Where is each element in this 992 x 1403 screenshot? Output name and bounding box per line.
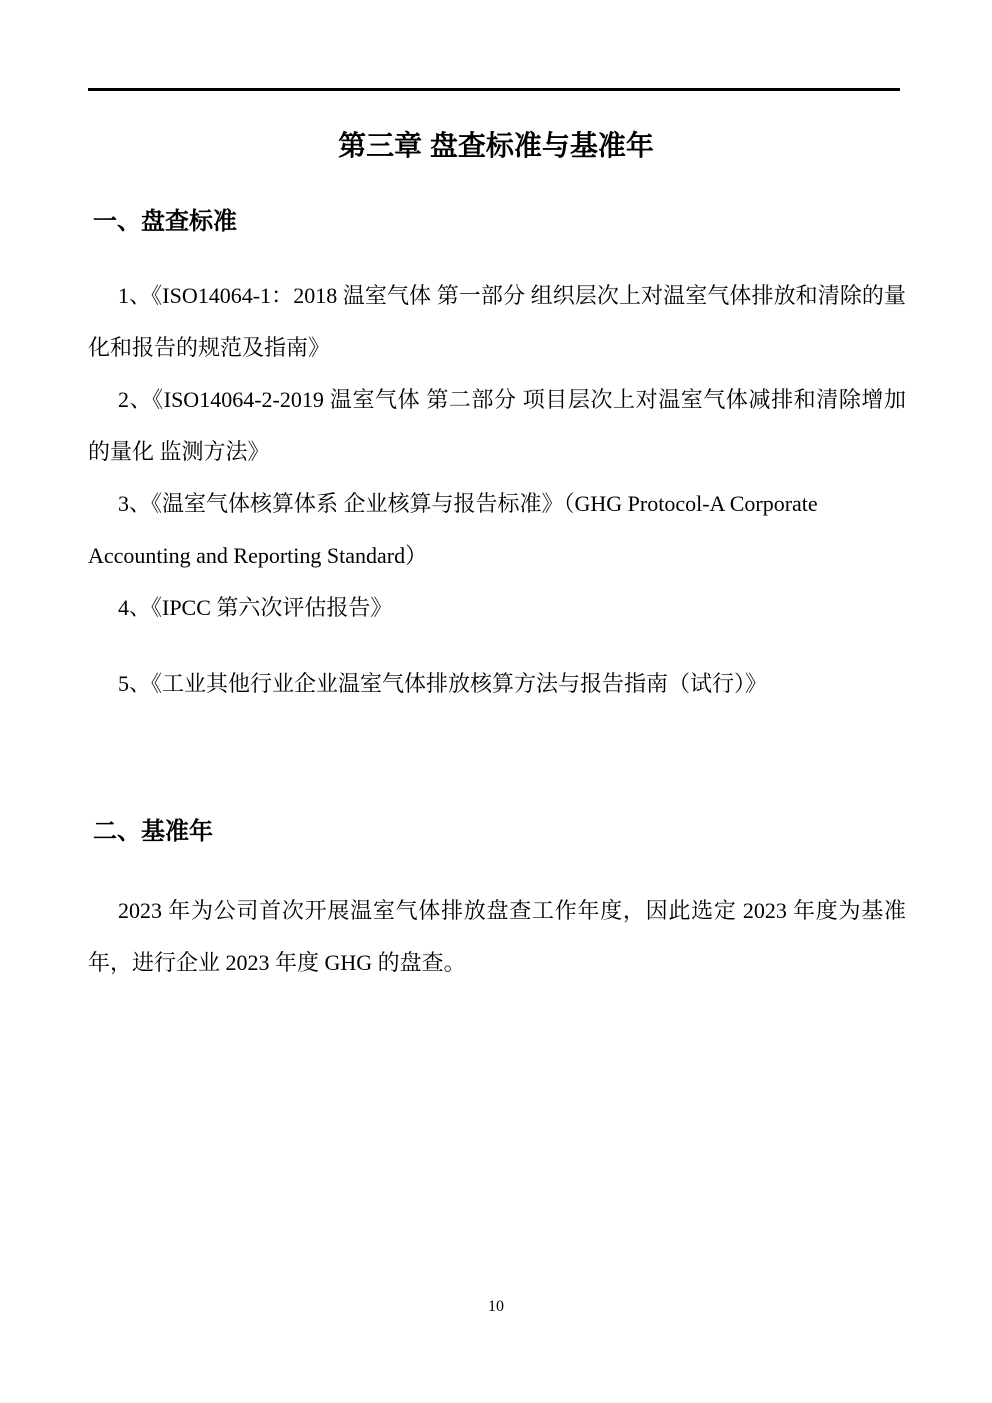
standards-list-item-2: 2、《ISO14064-2-2019 温室气体 第二部分 项目层次上对温室气体减排和清除增加的量化 监测方法》 [88,387,906,464]
page-number: 10 [488,1298,504,1315]
standards-list-item-3: 3、《温室气体核算体系 企业核算与报告标准》（GHG Protocol-A Corporate Accounting and Reporting Standard） [88,491,818,568]
standards-list [88,270,906,710]
standards-list-item-1: 1、《ISO14064-1：2018 温室气体 第一部分 组织层次上对温室气体排放和清除的量化和报告的规范及指南》 [88,283,906,360]
section-heading-base-year: 二、基准年 [93,818,213,845]
standards-list-item-5: 5、《工业其他行业企业温室气体排放核算方法与报告指南（试行）》 [118,671,768,696]
base-year-paragraph: 2023 年为公司首次开展温室气体排放盘查工作年度，因此选定 2023 年度为基准年，进行企业 2023 年度 GHG 的盘查。 [88,898,906,975]
base-year-paragraph-block [88,885,906,989]
section-heading-inventory-standards: 一、盘查标准 [93,208,237,235]
header-rule [88,88,900,91]
chapter-title: 第三章 盘查标准与基准年 [338,130,654,161]
standards-list-item-4: 4、《IPCC 第六次评估报告》 [118,595,393,620]
